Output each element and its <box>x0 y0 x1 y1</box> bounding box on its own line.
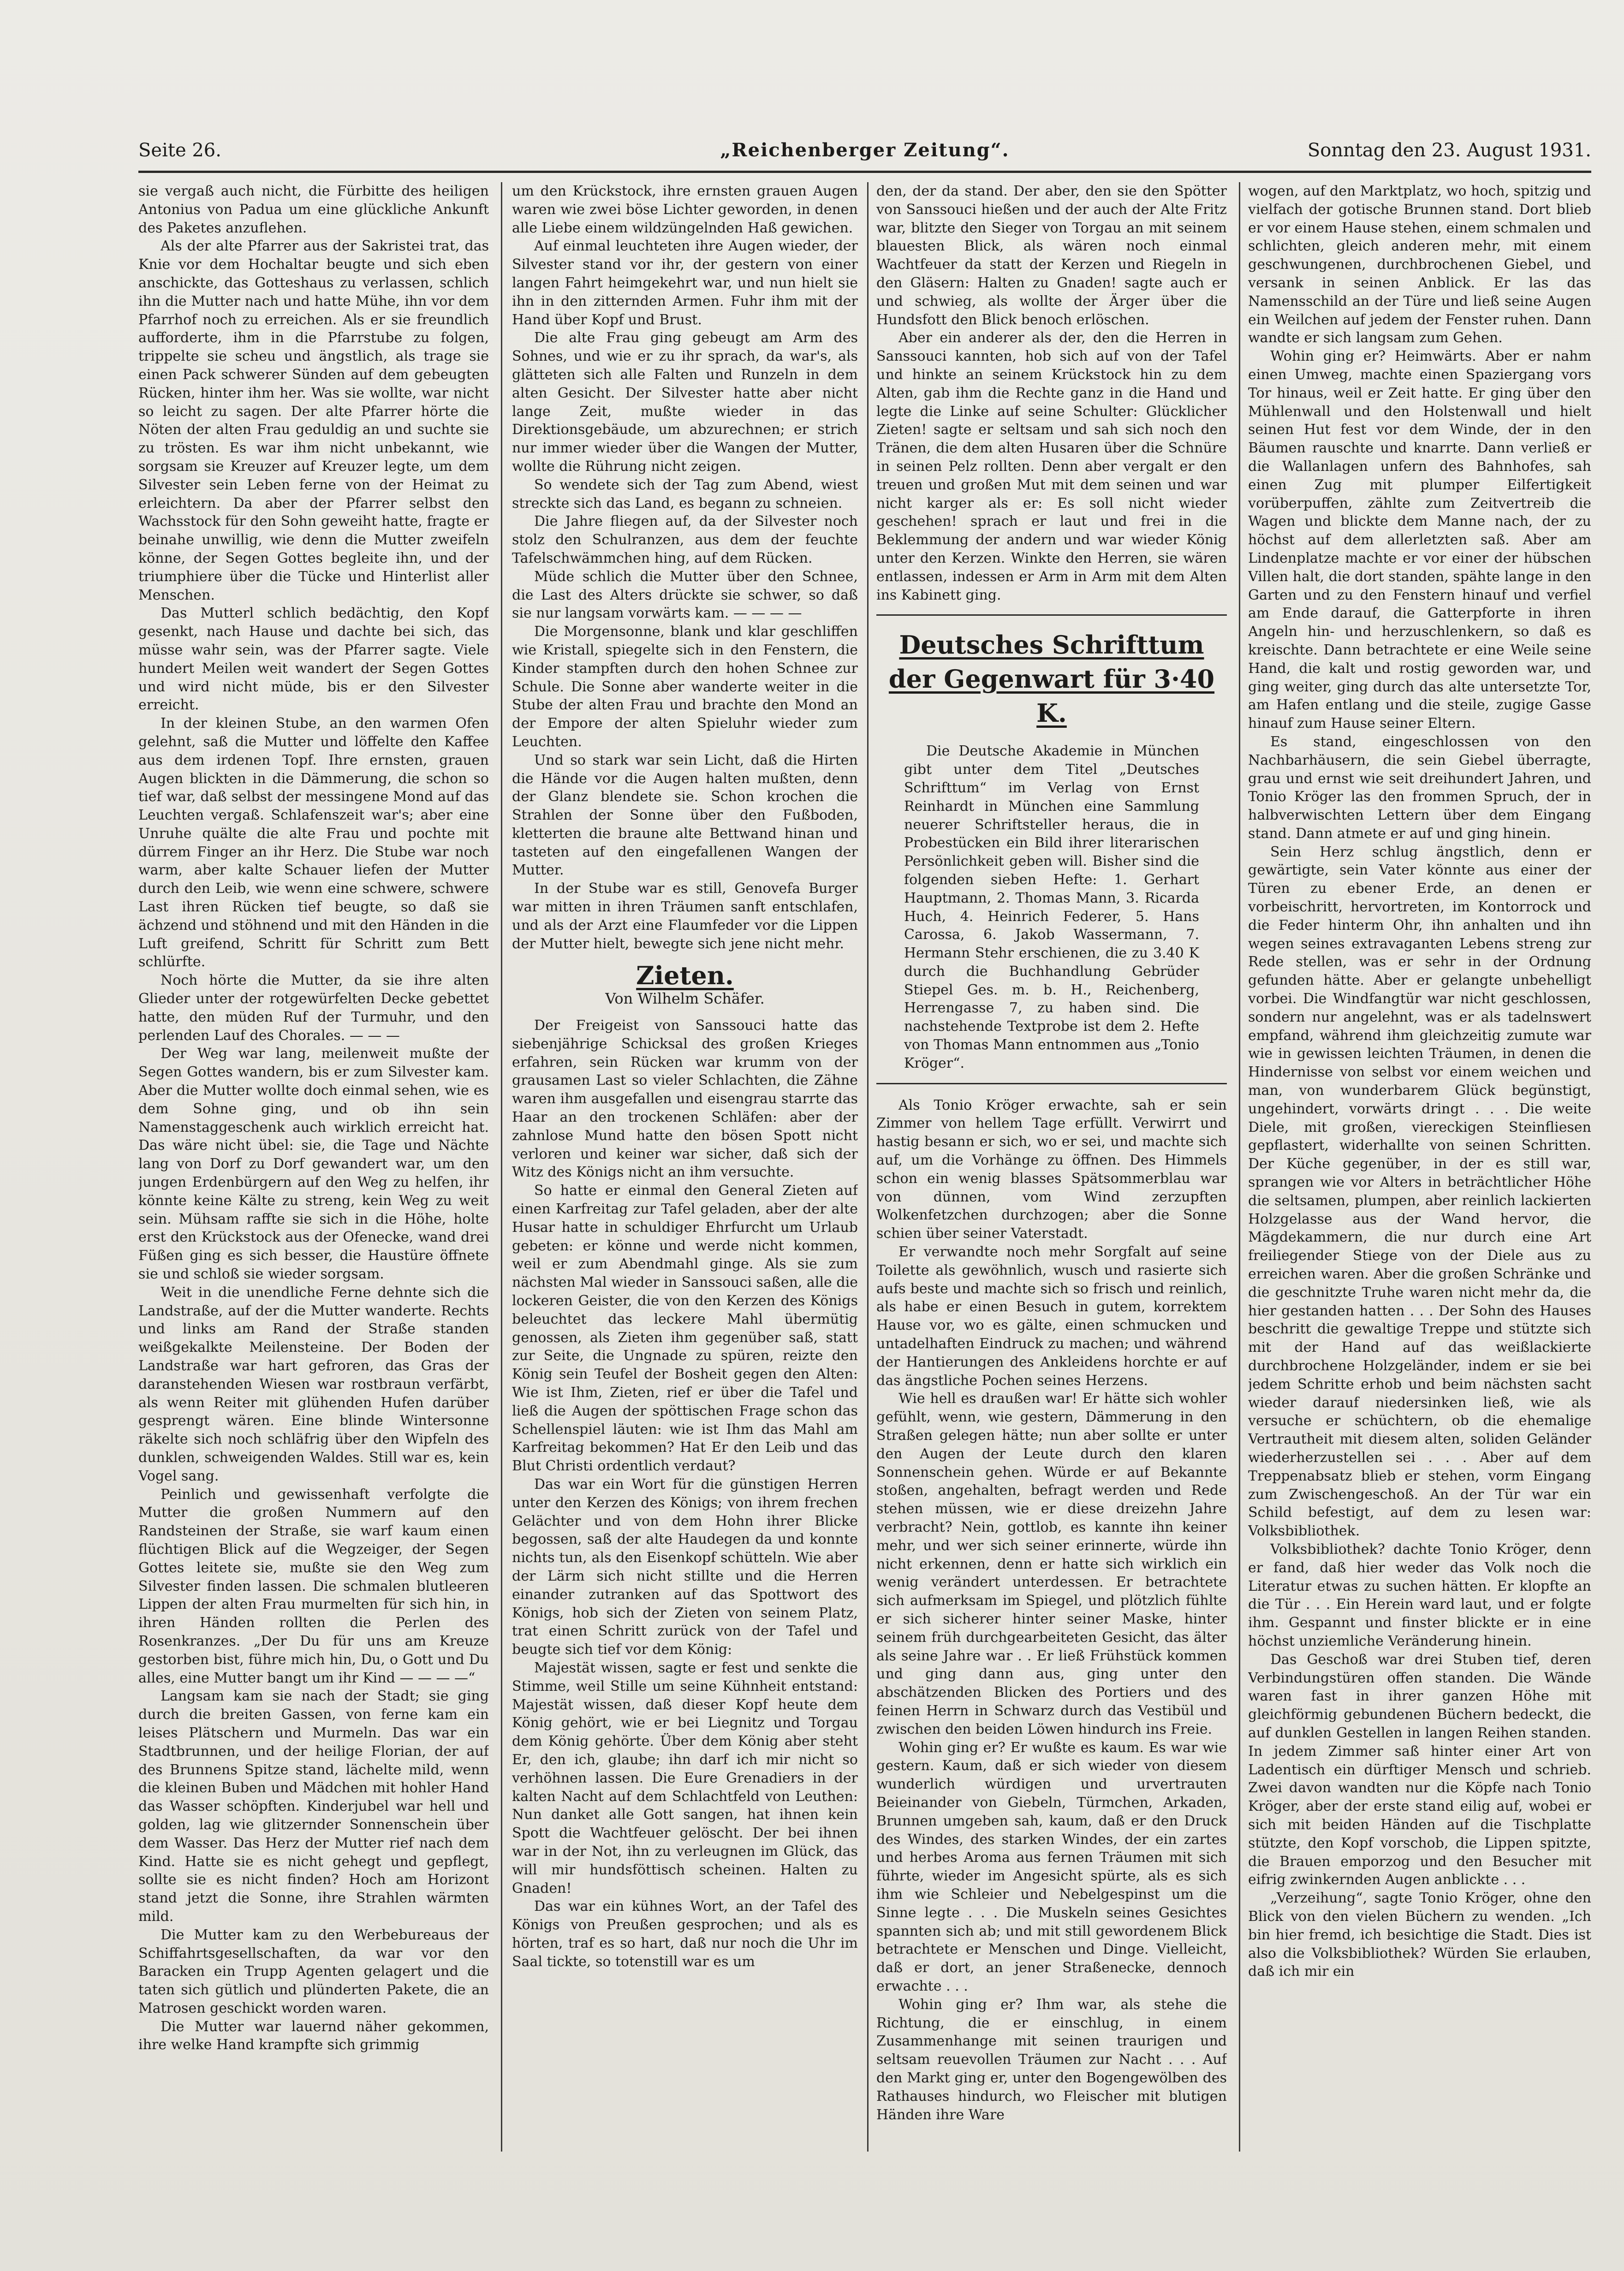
paragraph: Die Mutter war lauernd näher gekommen, ihre welke Hand krampfte sich grimmig <box>138 2018 489 2053</box>
column-2 <box>512 182 858 2152</box>
column-divider <box>501 182 502 2152</box>
paragraph: Weit in die unendliche Ferne dehnte sich die Landstraße, auf der die Mutter wanderte. Rechts und links am Rand der Straße standen weißgekalkte Meilensteine. Der Boden der Landstraße war hart gefroren, das Gras der daranstehenden Wiesen war rostbraun verfärbt, als wenn Reiter mit glühenden Hufen darüber gesprengt wären. Eine blinde Wintersonne räkelte sich noch schläfrig über den Wipfeln des dunklen, schweigenden Waldes. Still war es, kein Vogel sang. <box>138 1284 489 1484</box>
paragraph: Die Jahre fliegen auf, da der Silvester noch stolz den Schulranzen, aus dem der feuchte Tafelschwämmchen hing, auf dem Rücken. <box>512 513 858 566</box>
paragraph: Das war ein Wort für die günstigen Herren unter den Kerzen des Königs; von ihrem frechen Gelächter und von dem Hohn ihrer Blicke begossen, saß der alte Haudegen da und konnte nichts tun, als den Eisenkopf schütteln. Wie aber der Lärm sich nicht stillte und die Herren einander zutranken auf das Spottwort des Königs, hob sich der Zieten von seinem Platz, trat einen Schritt zurück von der Tafel und beugte sich tief vor dem König: <box>512 1476 858 1658</box>
paragraph: Als Tonio Kröger erwachte, sah er sein Zimmer von hellem Tage erfüllt. Verwirrt und hastig besann er sich, wo er sei, und machte sich auf, um die Vorhänge zu öffnen. Des Himmels schon ein wenig blasses Spätsommerblau war von dünnen, vom Wind zerzupften Wolkenfetzchen durchzogen; aber die Sonne schien über seiner Vaterstadt. <box>876 1097 1227 1242</box>
column-divider <box>1239 182 1240 2152</box>
tonio-kroeger-excerpt <box>876 1096 1227 2124</box>
column-divider <box>867 182 869 2152</box>
paragraph: Müde schlich die Mutter über den Schnee, die Last des Alters drückte sie schwer, so daß sie nur langsam vorwärts kam. — — — — <box>512 568 858 622</box>
paragraph: Wohin ging er? Ihm war, als stehe die Richtung, die er einschlug, in einem Zusammenhange mit seinen traurigen und seltsam reuevollen Träumen zur Nacht . . . Auf den Markt ging er, unter den Bogengewölben des Rathauses hindurch, wo Fleischer mit blutigen Händen ihre Ware <box>876 1996 1227 2123</box>
paragraph: In der Stube war es still, Genovefa Burger war mitten in ihren Träumen sanft entschlafen, und als der Arzt eine Flaumfeder vor die Lippen der Mutter hielt, bewegte sich jene nicht mehr. <box>512 880 858 952</box>
paragraph: So wendete sich der Tag zum Abend, wiest streckte sich das Land, es begann zu schneien. <box>512 476 858 511</box>
zieten-continuation <box>876 182 1227 604</box>
paragraph: Es stand, eingeschlossen von den Nachbarhäusern, die sein Giebel überragte, grau und ernst wie seit dreihundert Jahren, und Tonio Kröger las den frommen Spruch, der in halbverwischten Lettern über dem Eingang stand. Dann atmete er auf und ging hinein. <box>1248 733 1591 842</box>
paragraph: So hatte er einmal den General Zieten auf einen Karfreitag zur Tafel geladen, aber der alte Husar hatte in schuldiger Ehrfurcht um Urlaub gebeten: er könne und werde nicht kommen, weil er zum Abendmahl ginge. Als sie zum nächsten Mal wieder in Sanssouci saßen, alle die lockeren Geister, die von den Kerzen des Königs beleuchtet das leckere Mahl übermütig genossen, als Zieten ihm gegenüber saß, statt zur Seite, die Ungnade zu spüren, reizte den König sein Teufel der Bosheit gegen den Alten: Wie ist Ihm, Zieten, rief er über die Tafel und ließ die Augen der spöttischen Frage schon das Schellenspiel läuten: wie ist Ihm das Mahl am Karfreitag bekommen? Hat Er den Leib und das Blut Christi ordentlich verdaut? <box>512 1183 858 1474</box>
header-rule <box>138 171 1591 173</box>
paragraph: Volksbibliothek? dachte Tonio Kröger, denn er fand, daß hier weder das Volk noch die Literatur etwas zu suchen hätten. Er klopfte an die Tür . . . Ein Herein ward laut, und er folgte ihm. Gespannt und finster blickte er in eine höchst unziemliche Veränderung hinein. <box>1248 1541 1591 1649</box>
paragraph: Auf einmal leuchteten ihre Augen wieder, der Silvester stand vor ihr, der gestern von einer langen Fahrt heimgekehrt war, und nun hielt sie ihn in den zitternden Armen. Fuhr ihm mit der Hand über Kopf und Brust. <box>512 238 858 328</box>
notice-title: Deutsches Schrifttum der Gegenwart für 3·40 K. <box>888 630 1215 728</box>
paragraph: Die Morgensonne, blank und klar geschliffen wie Kristall, spiegelte sich in den Fenstern, die Kinder stampften durch den hohen Schnee zur Schule. Die Sonne aber wanderte weiter in die Stube der alten Frau und brachte den Mond an der Empore der alten Spieluhr wieder zum Leuchten. <box>512 624 858 750</box>
paragraph: den, der da stand. Der aber, den sie den Spötter von Sanssouci hießen und der auch der Alte Fritz war, blitzte den Sieger von Torgau an mit seinem blauesten Blick, als wären noch einmal Wachtfeuer da statt der Kerzen und Riegeln in den Gläsern: Halten zu Gnaden! sagte auch er und schwieg, als wollte der Ärger über die Hundsfott den Blick benoch erlöschen. <box>876 183 1227 328</box>
paragraph: „Verzeihung“, sagte Tonio Kröger, ohne den Blick von den vielen Büchern zu wenden. „Ich bin hier fremd, ich besichtige die Stadt. Dies ist also die Volksbibliothek? Würden Sie erlauben, daß ich mir ein <box>1248 1890 1591 1980</box>
section-rule <box>876 1083 1227 1084</box>
article-zieten-body <box>512 1017 858 1971</box>
paragraph: Die Mutter kam zu den Werbebureaus der Schiffahrtsgesellschaften, da war vor den Baracken ein Trupp Agenten gelagert und die taten sich gütlich und plünderten Pakete, die an Matrosen geschickt worden waren. <box>138 1926 489 2016</box>
page-number: Seite 26. <box>138 140 221 161</box>
paragraph: Und so stark war sein Licht, daß die Hirten die Hände vor die Augen halten mußten, denn der Glanz blendete sie. Schon krochen die Strahlen der Sonne über den Fußboden, kletterten die braune alte Bettwand hinan und tasteten auf den eingefallenen Wangen der Mutter. <box>512 752 858 879</box>
paragraph: Das Mutterl schlich bedächtig, den Kopf gesenkt, nach Hause und dachte bei sich, das müsse wahr sein, was der Pfarrer sagte. Viele hundert Meilen weit wandert der Segen Gottes und wird nicht müde, bis er den Silvester erreicht. <box>138 605 489 713</box>
paragraph: Das war ein kühnes Wort, an der Tafel des Königs von Preußen gesprochen; und als es hörten, traf es so hart, daß nur noch die Uhr im Saal tickte, so totenstill war es um <box>512 1898 858 1970</box>
story-ending <box>512 182 858 953</box>
issue-date: Sonntag den 23. August 1931. <box>1307 140 1591 161</box>
paragraph: Peinlich und gewissenhaft verfolgte die Mutter die großen Nummern auf den Randsteinen der Straße, sie warf kaum einen flüchtigen Blick auf die Wegzeiger, der Segen Gottes leitete sie, mußte sie den Weg zum Silvester finden lassen. Die schmalen blutleeren Lippen der alten Frau murmelten für sich hin, in ihren Händen rollten die Perlen des Rosenkranzes. „Der Du für uns am Kreuze gestorben bist, führe mich hin, Du, o Gott und Du alles, eine Mutter bangt um ihr Kind — — — —“ <box>138 1486 489 1686</box>
paragraph: Das Geschoß war drei Stuben tief, deren Verbindungstüren offen standen. Die Wände waren fast in ihrer ganzen Höhe mit gleichförmig gebundenen Büchern bedeckt, die auf dunklen Gestellen in langen Reihen standen. In jedem Zimmer saß hinter einer Art von Ladentisch ein dürftiger Mensch und schrieb. Zwei davon wandten nur die Köpfe nach Tonio Kröger, aber der erste stand eilig auf, wobei er sich mit beiden Händen auf die Tischplatte stützte, den Kopf vorschob, die Lippen spitzte, die Brauen emporzog und den Besucher mit eifrig zwinkernden Augen anblickte . . . <box>1248 1651 1591 1888</box>
page-header <box>138 137 1591 163</box>
paragraph: Majestät wissen, sagte er fest und senkte die Stimme, weil Stille um seine Kühnheit entstand: Majestät wissen, daß dieser Kopf heute dem König gehört, wie er bei Liegnitz und Torgau dem König gehörte. Über dem König aber steht Er, den ich, glaube; ihn darf ich mir nicht so verhöhnen lassen. Die Eure Grenadiers in der kalten Nacht auf dem Schlachtfeld von Leuthen: Nun danket alle Gott sangen, hat ihnen kein Spott die Wachtfeuer gelöscht. Der bei ihnen war in der Not, ihn zu verleugnen im Glück, das will mir hundsföttisch scheinen. Halten zu Gnaden! <box>512 1659 858 1896</box>
paragraph: sie vergaß auch nicht, die Fürbitte des heiligen Antonius von Padua um eine glückliche Ankunft des Paketes anzuflehen. <box>138 183 489 236</box>
notice-text: Die Deutsche Akademie in München gibt unter dem Titel „Deutsches Schrifttum“ im Verlag von Ernst Reinhardt in München eine Sammlung neuerer Schriftsteller heraus, die in Probestücken ein Bild ihrer literarischen Persönlichkeit geben will. Bisher sind die folgenden sieben Hefte: 1. Gerhart Hauptmann, 2. Thomas Mann, 3. Ricarda Huch, 4. Heinrich Federer, 5. Hans Carossa, 6. Jakob Wassermann, 7. Hermann Stehr erschienen, die zu 3.40 K durch die Buchhandlung Gebrüder Stiepel Ges. m. b. H., Reichenberg, Herrengasse 7, zu haben sind. Die nachstehende Textprobe ist dem 2. Hefte von Thomas Mann entnommen aus „Tonio Kröger“. <box>904 743 1199 1071</box>
paragraph: Sein Herz schlug ängstlich, denn er gewärtigte, sein Vater könnte aus einer der Türen zu ebener Erde, an denen er vorbeischritt, hervortreten, im Kontorrock und die Feder hinterm Ohr, ihn anhalten und ihn wegen seines extravaganten Lebens streng zur Rede stellen, was er sehr in der Ordnung gefunden hätte. Aber er gelangte unbehelligt vorbei. Die Windfangtür war nicht geschlossen, sondern nur angelehnt, was er als tadelnswert empfand, während ihm gleichzeitig zumute war wie in gewissen leichten Träumen, in denen die Hindernisse von selbst vor einem weichen und man, von wunderbarem Glück begünstigt, ungehindert, vorwärts dringt . . . Die weite Diele, mit großen, viereckigen Steinfliesen gepflastert, widerhallte von seinen Schritten. Der Küche gegenüber, in der es still war, sprangen wie vor Alters in beträchtlicher Höhe die seltsamen, plumpen, aber reinlich lackierten Holzgelasse aus der Wand hervor, die Mägdekammern, die nur durch eine Art freiliegender Stiege von der Diele aus zu erreichen waren. Aber die großen Schränke und die geschnitzte Truhe waren nicht mehr da, die hier gestanden hatten . . . Der Sohn des Hauses beschritt die gewaltige Treppe und stützte sich mit der Hand auf das weißlackierte durchbrochene Holzgeländer, indem er sie bei jedem Schritte erhob und beim nächsten sacht wieder darauf niedersinken ließ, wie als versuche er schüchtern, ob die ehemalige Vertrautheit mit diesem alten, soliden Geländer wiederherzustellen sei . . . Aber auf dem Treppenabsatz blieb er stehen, vorm Eingang zum Zwischengeschoß. An der Tür war ein Schild befestigt, auf dem zu lesen war: Volksbibliothek. <box>1248 844 1591 1540</box>
paragraph: wogen, auf den Marktplatz, wo hoch, spitzig und vielfach der gotische Brunnen stand. Dort blieb er vor einem Hause stehen, einem schmalen und schlichten, gleich anderen mehr, mit einem geschwungenen, durchbrochenen Giebel, und versank in seinen Anblick. Er las das Namensschild an der Türe und ließ seine Augen ein Weilchen auf jedem der Fenster ruhen. Dann wandte er sich langsam zum Gehen. <box>1248 183 1591 346</box>
article-title-zieten: Zieten. <box>636 961 734 991</box>
paragraph: Aber ein anderer als der, den die Herren in Sanssouci kannten, hob sich auf von der Tafel und hinkte an seinem Krückstock hin zu dem Alten, gab ihm die Rechte ganz in die Hand und legte die Linke auf seine Schulter: Glücklicher Zieten! sagte er seltsam und sah sich noch den Tränen, die dem alten Husaren über die Schnüre in seinen Pelz rollten. Denn aber vergalt er den treuen und großen Mut mit dem seinen und war nicht karger als er: Es soll nicht wieder geschehen! sprach er laut und frei in die Beklemmung der andern und war wieder König unter den Kerzen. Winkte den Herren, sie wären entlassen, indessen er Arm in Arm mit dem Alten ins Kabinett ging. <box>876 330 1227 603</box>
column-3 <box>876 182 1227 2152</box>
column-4 <box>1248 182 1591 2152</box>
paragraph: Er verwandte noch mehr Sorgfalt auf seine Toilette als gewöhnlich, wusch und rasierte sich aufs beste und machte sich so frisch und reinlich, als habe er einen Besuch in gutem, korrektem Hause vor, wo es gälte, einen schmucken und untadelhaften Eindruck zu machen; und während der Hantierungen des Ankleidens horchte er auf das ängstliche Pochen seines Herzens. <box>876 1244 1227 1389</box>
newspaper-title: „Reichenberger Zeitung“. <box>720 139 1010 161</box>
paragraph: Noch hörte die Mutter, da sie ihre alten Glieder unter der rotgewürfelten Decke gebettet hatte, den müden Ruf der Turmuhr, und den perlenden Lauf des Chorales. — — — <box>138 972 489 1044</box>
article-byline: Von Wilhelm Schäfer. <box>605 990 765 1008</box>
paragraph: um den Krückstock, ihre ernsten grauen Augen waren wie zwei böse Lichter geworden, in denen alle Liebe einem wildzüngelnden Haß gewichen. <box>512 183 858 236</box>
paragraph: Der Weg war lang, meilenweit mußte der Segen Gottes wandern, bis er zum Silvester kam. Aber die Mutter wollte doch einmal sehen, wie es dem Sohne ging, und ob ihn sein Namenstaggeschenk auch wirklich erreicht hat. Das wäre nicht übel: sie, die Tage und Nächte lang von Dorf zu Dorf gewandert war, um den jungen Erdenbürgern auf den Weg zu helfen, ihr könnte keine Kälte zu streng, kein Weg zu weit sein. Mühsam raffte sie sich in die Höhe, holte erst den Krückstock aus der Ofenecke, wand drei Füßen ging es sich besser, die Haustüre öffnete sie und schloß sie wieder sorgsam. <box>138 1046 489 1283</box>
paragraph: Als der alte Pfarrer aus der Sakristei trat, das Knie vor dem Hochaltar beugte und sich eben anschickte, das Gotteshaus zu verlassen, schlich ihn die Mutter nach und hatte Mühe, ihn vor dem Pfarrhof noch zu erreichen. Als er sie freundlich aufforderte, ihm in die Pfarrstube zu folgen, trippelte sie scheu und ängstlich, als trage sie einen Pack schwerer Sünden auf dem gebeugten Rücken, hinter ihm her. Was sie wollte, war nicht so leicht zu sagen. Der alte Pfarrer hörte die Nöten der alten Frau geduldig an und suchte sie zu trösten. Es war ihm nicht unbekannt, wie sorgsam sie Kreuzer auf Kreuzer legte, um dem Silvester sein Leben ferne von der Heimat zu erleichtern. Da aber der Pfarrer selbst den Wachsstock für den Sohn geweiht hatte, fragte er beinahe unwillig, wie denn die Mutter zweifeln könne, der Segen Gottes begleite ihn, und der triumphiere über die Tücke und Hinterlist aller Menschen. <box>138 238 489 603</box>
column-1 <box>138 182 489 2152</box>
paragraph: Langsam kam sie nach der Stadt; sie ging durch die breiten Gassen, von ferne kam ein leises Plätschern und Murmeln. Das war ein Stadtbrunnen, und der heilige Florian, der auf des Brunnens Spitze stand, lächelte mild, wenn die kleinen Buben und Mädchen mit hohler Hand das Wasser schöpften. Kinderjubel war hell und golden, lag wie glitzernder Sonnenschein über dem Wasser. Das Herz der Mutter rief nach dem Kind. Hatte sie es nicht gehegt und gepflegt, sollte sie es nicht finden? Hoch am Horizont stand jetzt die Sonne, ihre Strahlen wärmten mild. <box>138 1688 489 1925</box>
paragraph: Wohin ging er? Er wußte es kaum. Es war wie gestern. Kaum, daß er sich wieder von diesem wunderlich würdigen und urvertrauten Beieinander von Giebeln, Türmchen, Arkaden, Brunnen umgeben sah, kaum, daß er den Druck des Windes, des starken Windes, der ein zartes und herbes Aroma aus fernen Träumen mit sich führte, wieder im Angesicht spürte, als es sich ihm wie Schleier und Nebelgespinst um die Sinne legte . . . Die Muskeln seines Gesichtes spannten sich ab; und mit still gewordenem Blick betrachtete er Menschen und Dinge. Vielleicht, daß er dort, an jener Straßenecke, dennoch erwachte . . . <box>876 1739 1227 1994</box>
paragraph: Wie hell es draußen war! Er hätte sich wohler gefühlt, wenn, wie gestern, Dämmerung in den Straßen gelegen hätte; nun aber sollte er unter den Augen der Leute durch den klaren Sonnenschein gehen. Würde er auf Bekannte stoßen, angehalten, befragt werden und Rede stehen müssen, wie er diese dreizehn Jahre verbracht? Nein, gottlob, es kannte ihn keiner mehr, und wer sich seiner erinnerte, würde ihn nicht erkennen, denn er hatte sich wirklich ein wenig verändert unterdessen. Er betrachtete sich aufmerksam im Spiegel, und plötzlich fühlte er sich sicherer hinter seiner Maske, hinter seinem früh durchgearbeiteten Gesicht, das älter als seine Jahre war . . Er ließ Frühstück kommen und ging dann aus, ging unter den abschätzenden Blicken des Portiers und des feinen Herrn in Schwarz durch das Vestibül und zwischen den beiden Löwen hindurch ins Freie. <box>876 1391 1227 1737</box>
section-rule <box>876 614 1227 616</box>
paragraph: Die alte Frau ging gebeugt am Arm des Sohnes, und wie er zu ihr sprach, da war's, als glätteten sich alle Falten und Runzeln in dem alten Gesicht. Der Silvester hatte aber nicht lange Zeit, mußte wieder in das Direktionsgebäude, um abzurechnen; er strich nur immer wieder über die Wangen der Mutter, wollte die Rührung nicht zeigen. <box>512 330 858 475</box>
paragraph: In der kleinen Stube, an den warmen Ofen gelehnt, saß die Mutter und löffelte den Kaffee aus dem irdenen Topf. Ihre ernsten, grauen Augen blickten in die Dämmerung, die schon so tief war, daß selbst der messingene Mond auf das Leuchten vergaß. Schlafenszeit war's; aber eine Unruhe quälte die alte Frau und pochte mit dürrem Finger an ihr Herz. Die Stube war noch warm, aber kalte Schauer liefen der Mutter durch den Leib, wie wenn eine schwere, schwere Last ihren Rücken tief beugte, so daß sie ächzend und stöhnend und mit den Händen in die Luft greifend, Schritt für Schritt zum Bett schlürfte. <box>138 715 489 970</box>
paragraph: Wohin ging er? Heimwärts. Aber er nahm einen Umweg, machte einen Spaziergang vors Tor hinaus, weil er Zeit hatte. Er ging über den Mühlenwall und den Holstenwall und hielt seinen Hut fest vor dem Winde, der in den Bäumen rauschte und knarrte. Dann verließ er die Wallanlagen unfern des Bahnhofes, sah einen Zug mit plumper Eilfertigkeit vorüberpuffen, zählte zum Zeitvertreib die Wagen und blickte dem Manne nach, der zu höchst auf dem allerletzten saß. Aber am Lindenplatze machte er vor einer der hübschen Villen halt, die dort standen, spähte lange in den Garten und zu den Fenstern hinauf und verfiel am Ende darauf, die Gatterpforte in ihren Angeln hin- und herzuschlenkern, so daß es kreischte. Dann betrachtete er eine Weile seine Hand, die kalt und rostig geworden war, und ging weiter, ging durch das alte untersetzte Tor, am Hafen entlang und die steile, zugige Gasse hinauf zum Hause seiner Eltern. <box>1248 348 1591 732</box>
paragraph: Der Freigeist von Sanssouci hatte das siebenjährige Schicksal des großen Krieges erfahren, sein Rücken war krumm von der grausamen Last so vieler Schlachten, die Zähne waren ihm ausgefallen und eisengrau starrte das Haar an den trockenen Schläfen: aber der zahnlose Mund hatte den bösen Spott nicht verloren und keiner war sicher, daß sich der Witz des Königs nicht an ihm versuchte. <box>512 1017 858 1181</box>
